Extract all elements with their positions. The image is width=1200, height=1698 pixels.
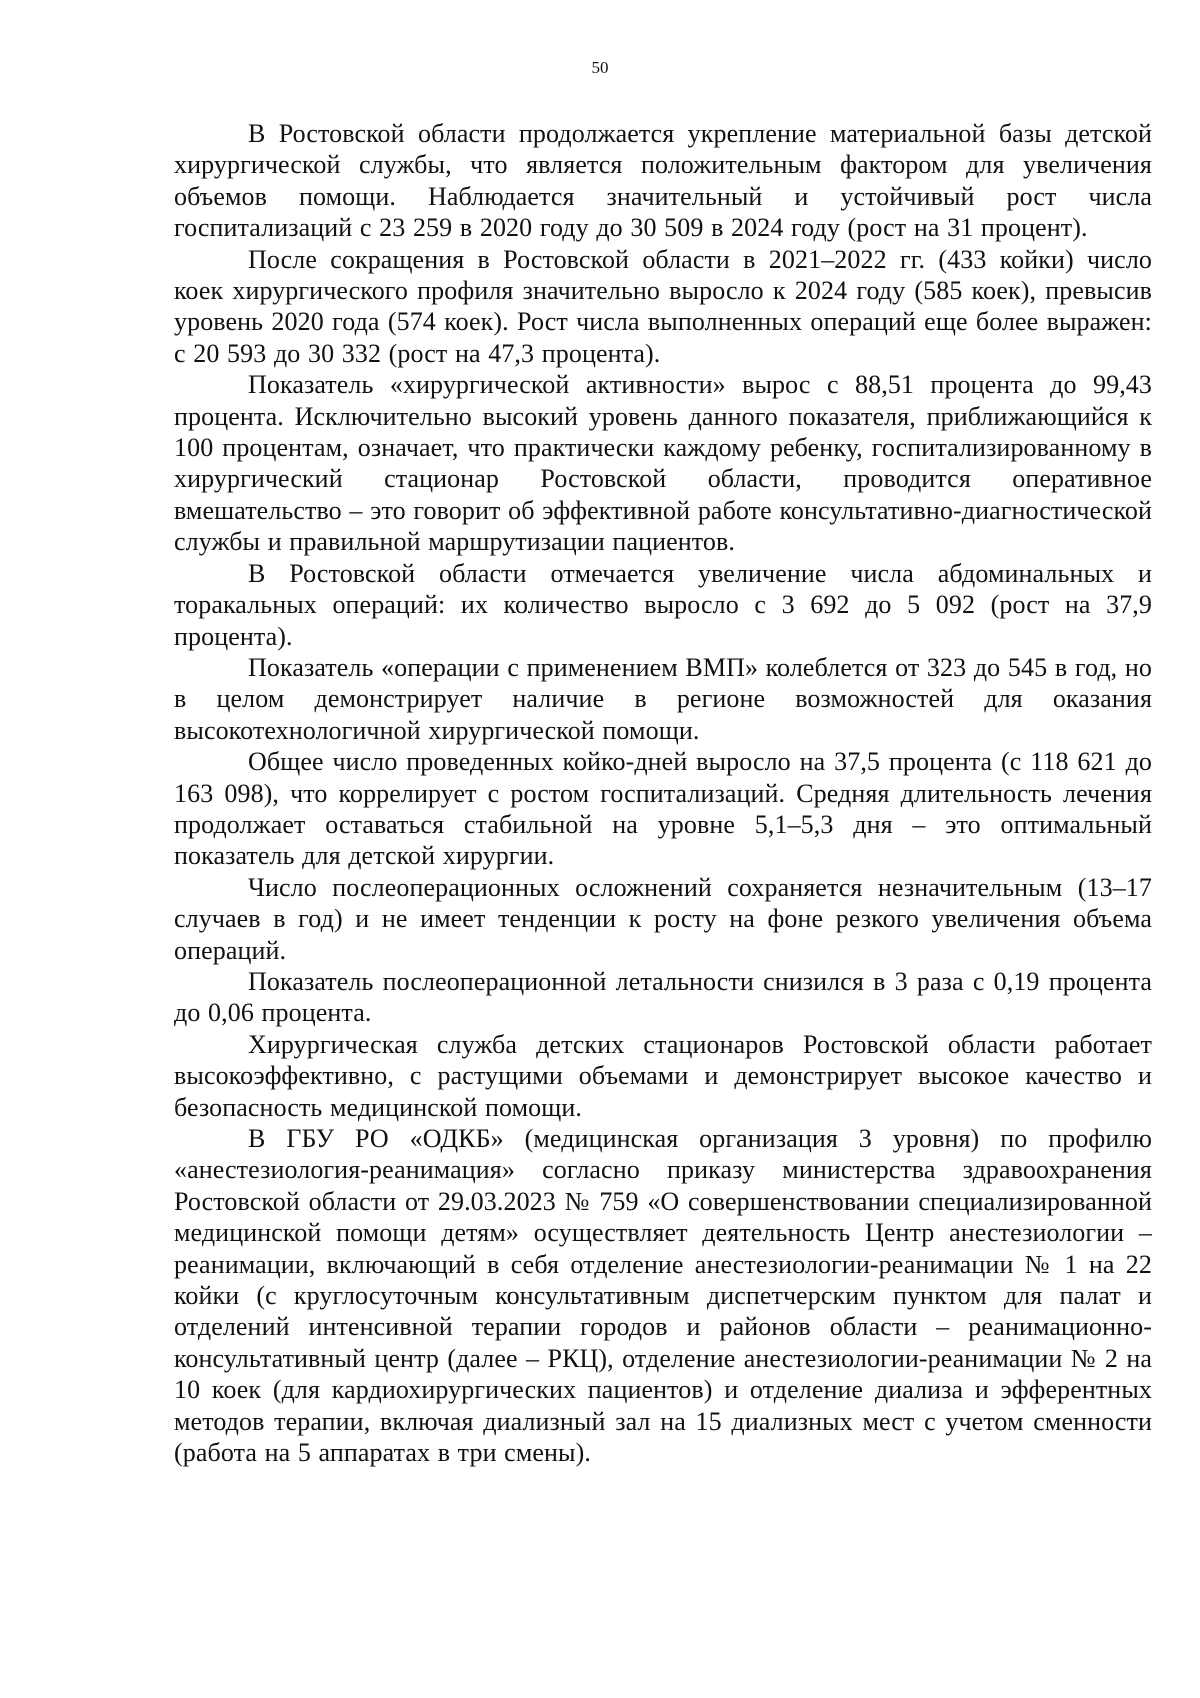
paragraph-anesthesiology-center: В ГБУ РО «ОДКБ» (медицинская организация 3 уровня) по профилю «анестезиология-реанимация» согласно приказу министерства здравоохранения Ростовской области от 29.03.2023 № 759 «О совершенствовании специализированной медицинской помощи детям» осуществляет деятельность Центр анестезиологии – реанимации, включающий в себя отделение анестезиологии-реанимации № 1 на 22 койки (с круглосуточным консультативным диспетчерским пунктом для палат и отделений интенсивной терапии городов и районов области – реанимационно-консультативный центр (далее – РКЦ), отделение анестезиологии-реанимации № 2 на 10 коек (для кардиохирургических пациентов) и отделение диализа и эфферентных методов терапии, включая диализный зал на 15 диализных мест с учетом сменности (работа на 5 аппаратах в три смены). <box>174 1124 1152 1468</box>
paragraph-bed-count: После сокращения в Ростовской области в 2021–2022 гг. (433 койки) число коек хирургического профиля значительно выросло к 2024 году (585 коек), превысив уровень 2020 года (574 коек). Рост числа выполненных операций еще более выражен: с 20 593 до 30 332 (рост на 47,3 процента). <box>174 244 1152 368</box>
paragraph-surgical-activity: Показатель «хирургической активности» вырос с 88,51 процента до 99,43 процента. Исключительно высокий уровень данного показателя, приближающийся к 100 процентам, означает, что практически каждому ребенку, госпитализированному в хирургический стационар Ростовской области, проводится оперативное вмешательство – это говорит об эффективной работе консультативно-диагностической службы и правильной маршрутизации пациентов. <box>174 370 1152 557</box>
paragraph-bed-days: Общее число проведенных койко-дней выросло на 37,5 процента (с 118 621 до 163 098), что коррелирует с ростом госпитализаций. Средняя длительность лечения продолжает оставаться стабильной на уровне 5,1–5,3 дня – это оптимальный показатель для детской хирургии. <box>174 747 1152 871</box>
body-text <box>174 118 1152 1468</box>
paragraph-hitech-operations: Показатель «операции с применением ВМП» колеблется от 323 до 545 в год, но в целом демонстрирует наличие в регионе возможностей для оказания высокотехнологичной хирургической помощи. <box>174 652 1152 745</box>
page-number: 50 <box>591 58 609 77</box>
paragraph-abdominal-operations: В Ростовской области отмечается увеличение числа абдоминальных и торакальных операций: их количество выросло с 3 692 до 5 092 (рост на 37,9 процента). <box>174 558 1152 651</box>
paragraph-complications: Число послеоперационных осложнений сохраняется незначительным (13–17 случаев в год) и не имеет тенденции к росту на фоне резкого увеличения объема операций. <box>174 872 1152 965</box>
paragraph-mortality: Показатель послеоперационной летальности снизился в 3 раза с 0,19 процента до 0,06 процента. <box>174 966 1152 1028</box>
paragraph-summary: Хирургическая служба детских стационаров Ростовской области работает высокоэффективно, с растущими объемами и демонстрирует высокое качество и безопасность медицинской помощи. <box>174 1029 1152 1122</box>
paragraph-surgical-base: В Ростовской области продолжается укрепление материальной базы детской хирургической службы, что является положительным фактором для увеличения объемов помощи. Наблюдается значительный и устойчивый рост числа госпитализаций с 23 259 в 2020 году до 30 509 в 2024 году (рост на 31 процент). <box>174 119 1152 243</box>
